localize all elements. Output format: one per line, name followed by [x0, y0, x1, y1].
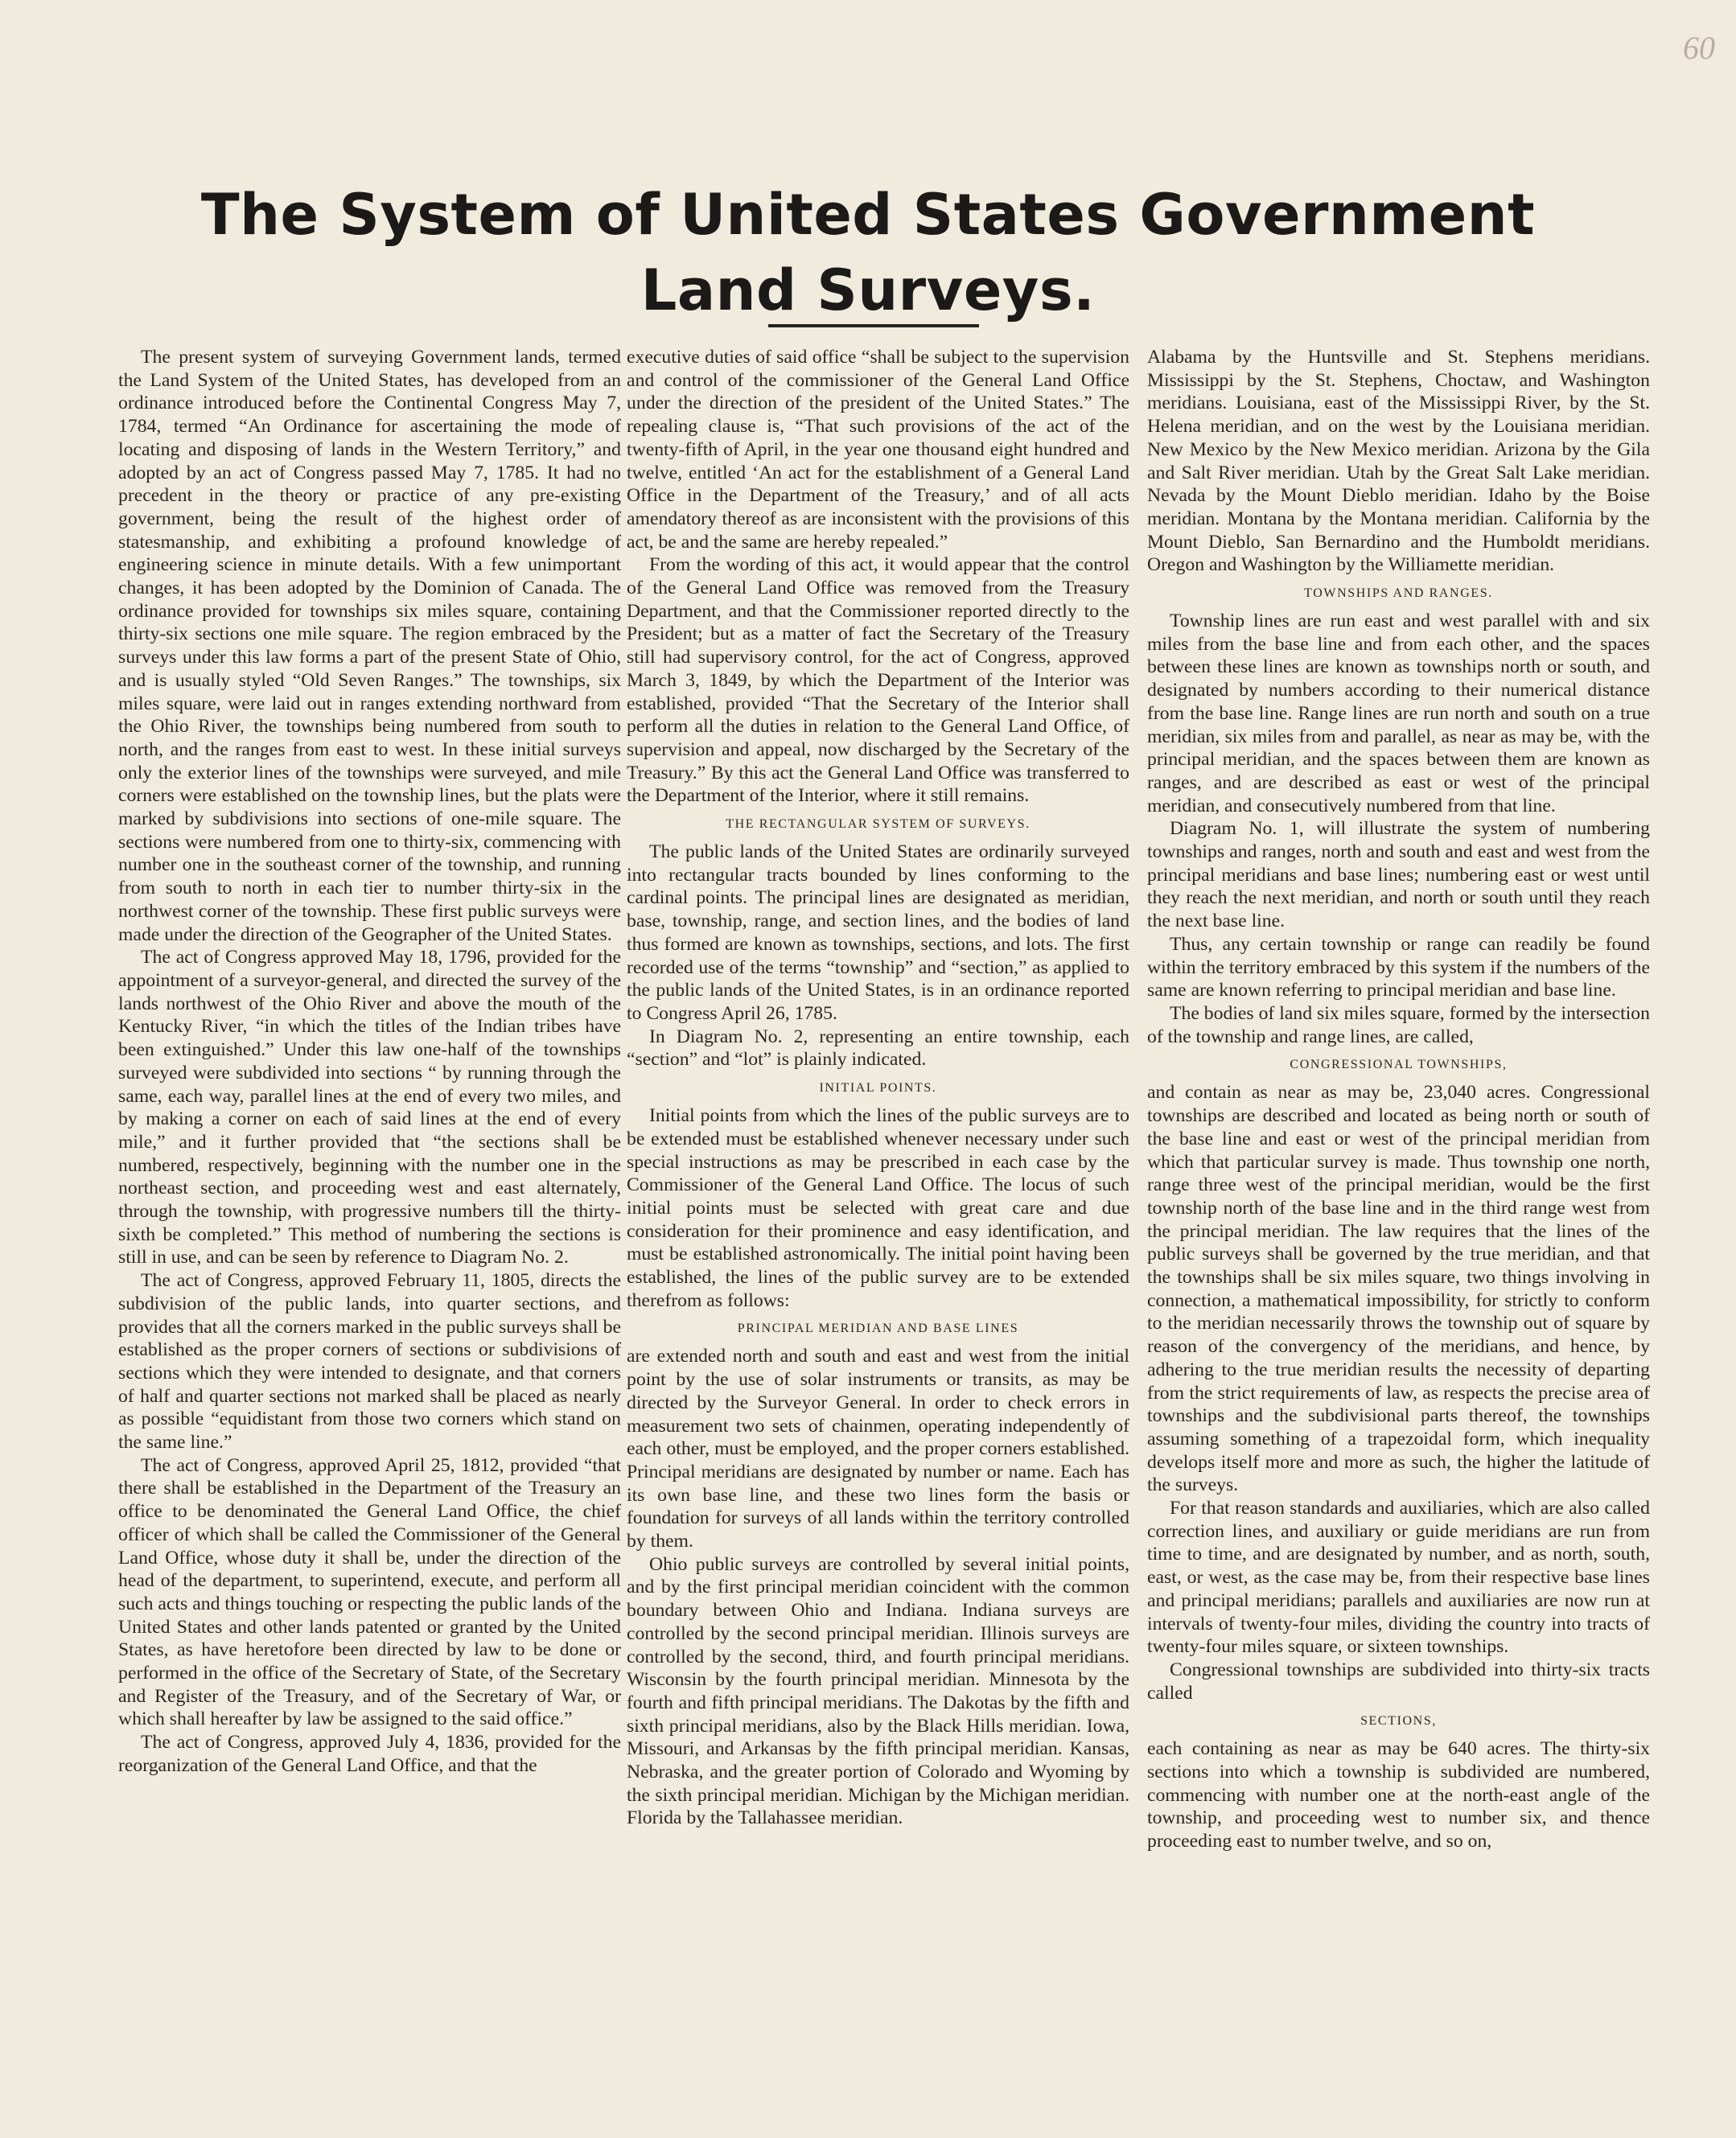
paragraph: From the wording of this act, it would appear that the control of the General Land Office was removed from the Treasury Department, and that the Commissioner reported directly to the President; but as a matter of fact the Secretary of the Treasury still had supervisory control, for the act of Congress, approved March 3, 1849, by which the Department of the Interior was established, provided “That the Secretary of the Interior shall perform all the duties in relation to the General Land Office, of supervision and appeal, now discharged by the Secretary of the Treasury.” By this act the General Land Office was transferred to the Department of the Interior, where it still remains.	[627, 554, 1129, 807]
paragraph: In Diagram No. 2, representing an entire township, each “section” and “lot” is plainly indicated.	[627, 1026, 1129, 1071]
paragraph: Diagram No. 1, will illustrate the system of numbering townships and ranges, north and south and east and west from the principal meridians and base lines; numbering east or west until they reach the next meridian, and north or south until they reach the next base line.	[1147, 818, 1650, 932]
paragraph: The act of Congress approved May 18, 1796, provided for the appointment of a surveyor-general, and directed the survey of the lands northwest of the Ohio River and above the mouth of the Kentucky River, “in which the titles of the Indian tribes have been extinguished.” Under this law one-half of the townships surveyed were subdivided into sections “ by running through the same, each way, parallel lines at the end of every two miles, and by making a corner on each of said lines at the end of every mile,” and it further provided that “the sections shall be numbered, respectively, beginning with the number one in the northeast section, and proceeding west and east alternately, through the township, with progressive numbers till the thirty-sixth be completed.” This method of numbering the sections is still in use, and can be seen by reference to Diagram No. 2.	[118, 947, 621, 1268]
section-heading: THE RECTANGULAR SYSTEM OF SURVEYS.	[726, 817, 1030, 832]
column-3	[1147, 346, 1650, 1853]
section-heading: TOWNSHIPS AND RANGES.	[1304, 586, 1493, 601]
column-2	[627, 346, 1129, 1830]
paragraph: and contain as near as may be, 23,040 acres. Congressional townships are described and located as being north or south of the base line and east or west of the principal meridian from which that particular survey is made. Thus township one north, range three west of the principal meridian, would be the first township north of the base line and in the third range west from the principal meridian. The law requires that the lines of the public surveys shall be governed by the true meridian, and that the townships shall be six miles square, two things involving in connection, a mathematical impossibility, for strictly to conform to the meridian necessarily throws the township out of square by reason of the convergency of the meridians, and hence, by adhering to the true meridian results the necessity of departing from the strict requirements of law, as respects the precise area of townships and the subdivisional parts thereof, the townships assuming something of a trapezoidal form, which inequality develops itself more and more as such, the higher the latitude of the surveys.	[1147, 1082, 1650, 1496]
page-number: 60	[1683, 30, 1715, 66]
paragraph: Thus, any certain township or range can readily be found within the territory embraced by this system if the numbers of the same are known referring to principal meridian and base line.	[1147, 933, 1650, 1001]
title-line-1: The System of United States Government	[200, 182, 1536, 248]
paragraph: Initial points from which the lines of the public surveys are to be extended must be established whenever necessary under such special instructions as may be prescribed in each case by the Commissioner of the General Land Office. The locus of such initial points must be selected with great care and due consideration for their prominence and easy identification, and must be established astronomically. The initial point having been established, the lines of the public survey are to be extended therefrom as follows:	[627, 1105, 1129, 1311]
paragraph: are extended north and south and east and west from the initial point by the use of solar instruments or transits, as may be directed by the Surveyor General. In order to check errors in measurement two sets of chainmen, operating independently of each other, must be employed, and the proper corners established. Principal meridians are designated by number or name. Each has its own base line, and these two lines form the basis or foundation for surveys of all lands within the territory controlled by them.	[627, 1346, 1129, 1552]
paragraph: each containing as near as may be 640 acres. The thirty-six sections into which a township is subdivided are numbered, commencing with number one at the north-east angle of the township, and proceeding west to number six, and thence proceeding east to number twelve, and so on,	[1147, 1738, 1650, 1852]
section-heading: SECTIONS,	[1360, 1714, 1437, 1729]
paragraph: Alabama by the Huntsville and St. Stephens meridians. Mississippi by the St. Stephens, Choctaw, and Washington meridians. Louisiana, east of the Mississippi River, by the St. Helena meridian, and on the west by the Louisiana meridian. New Mexico by the New Mexico meridian. Arizona by the Gila and Salt River meridian. Utah by the Great Salt Lake meridian. Nevada by the Mount Dieblo meridian. Idaho by the Boise meridian. Montana by the Montana meridian. California by the Mount Dieblo, San Bernardino and the Humboldt meridians. Oregon and Washington by the Williamette meridian.	[1147, 347, 1650, 576]
paragraph: The bodies of land six miles square, formed by the intersection of the township and range lines, are called,	[1147, 1002, 1650, 1047]
title-divider	[768, 324, 979, 327]
column-1	[118, 346, 621, 1778]
section-heading: CONGRESSIONAL TOWNSHIPS,	[1290, 1058, 1508, 1072]
paragraph: The present system of surveying Government lands, termed the Land System of the United States, has developed from an ordinance introduced before the Continental Congress May 7, 1784, termed “An Ordinance for ascertaining the mode of locating and disposing of lands in the Western Territory,” and adopted by an act of Congress passed May 7, 1785. It had no precedent in the theory or practice of any pre-existing government, being the result of the highest order of statesmanship, and exhibiting a profound knowledge of engineering science in minute details. With a few unimportant changes, it has been adopted by the Dominion of Canada. The ordinance provided for townships six miles square, containing thirty-six sections one mile square. The region embraced by the surveys under this law forms a part of the present State of Ohio, and is usually styled “Old Seven Ranges.” The townships, six miles square, were laid out in ranges extending northward from the Ohio River, the townships being numbered from south to north, and the ranges from east to west. In these initial surveys only the exterior lines of the townships were surveyed, and mile corners were established on the township lines, but the plats were marked by subdivisions into sections of one-mile square. The sections were numbered from one to thirty-six, commencing with number one in the southeast corner of the township, and running from south to north in each tier to number thirty-six in the northwest corner of the township. These first public surveys were made under the direction of the Geographer of the United States.	[118, 347, 621, 945]
paragraph: The act of Congress, approved July 4, 1836, provided for the reorganization of the General Land Office, and that the	[118, 1732, 621, 1776]
paragraph: The act of Congress, approved April 25, 1812, provided “that there shall be established in the Department of the Treasury an office to be denominated the General Land Office, the chief officer of which shall be called the Commissioner of the General Land Office, whose duty it shall be, under the direction of the head of the department, to superintend, execute, and perform all such acts and things touching or respecting the public lands of the United States and other lands patented or granted by the United States, as have heretofore been directed by law to be done or performed in the office of the Secretary of State, of the Secretary and Register of the Treasury, and of the Secretary of War, or which shall hereafter by law be assigned to the said office.”	[118, 1454, 621, 1730]
paragraph: Congressional townships are subdivided into thirty-six tracts called	[1147, 1659, 1650, 1704]
section-heading: INITIAL POINTS.	[819, 1081, 937, 1096]
paragraph: The public lands of the United States are ordinarily surveyed into rectangular tracts bounded by lines conforming to the cardinal points. The principal lines are designated as meridian, base, township, range, and section lines, and the bodies of land thus formed are known as townships, sections, and lots. The first recorded use of the terms “township” and “section,” as applied to the public lands of the United States, is in an ordinance reported to Congress April 26, 1785.	[627, 841, 1129, 1024]
paragraph: For that reason standards and auxiliaries, which are also called correction lines, and auxiliary or guide meridians are run from time to time, and are designated by number, and as north, south, east, or west, as the case may be, from their respective base lines and principal meridians; parallels and auxiliaries are now run at intervals of twenty-four miles, dividing the country into tracts of twenty-four miles square, or sixteen townships.	[1147, 1498, 1650, 1658]
paragraph: Ohio public surveys are controlled by several initial points, and by the first principal meridian coincident with the common boundary between Ohio and Indiana. Indiana surveys are controlled by the second principal meridian. Illinois surveys are controlled by the second, third, and fourth principal meridians. Wisconsin by the fourth principal meridian. Minnesota by the fourth and fifth principal meridians. The Dakotas by the fifth and sixth principal meridians, also by the Black Hills meridian. Iowa, Missouri, and Arkansas by the fifth principal meridian. Kansas, Nebraska, and the greater portion of Colorado and Wyoming by the sixth principal meridian. Michigan by the Michigan meridian. Florida by the Tallahassee meridian.	[627, 1553, 1129, 1829]
section-heading: PRINCIPAL MERIDIAN AND BASE LINES	[737, 1322, 1019, 1336]
paragraph: The act of Congress, approved February 11, 1805, directs the subdivision of the public lands, into quarter sections, and provides that all the corners marked in the public surveys shall be established as the proper corners of sections or subdivisions of sections which they were intended to designate, and that corners of half and quarter sections not marked shall be placed as nearly as possible “equidistant from those two corners which stand on the same line.”	[118, 1270, 621, 1453]
paragraph: Township lines are run east and west parallel with and six miles from the base line and from each other, and the spaces between these lines are known as townships north or south, and designated by numbers according to their numerical distance from the base line. Range lines are run north and south on a true meridian, six miles from and parallel, as near as may be, with the principal meridian, and the spaces between them are known as ranges, and are described as east or west of the principal meridian, and consecutively numbered from that line.	[1147, 611, 1650, 816]
paragraph: executive duties of said office “shall be subject to the supervision and control of the commissioner of the General Land Office under the direction of the president of the United States.” The repealing clause is, “That such provisions of the act of the twenty-fifth of April, in the year one thousand eight hundred and twelve, entitled ‘An act for the establishment of a General Land Office in the Department of the Treasury,’ and of all acts amendatory thereof as are inconsistent with the provisions of this act, be and the same are hereby repealed.”	[627, 347, 1129, 553]
title-line-2: Land Surveys.	[640, 257, 1096, 323]
page-title	[0, 177, 1736, 328]
